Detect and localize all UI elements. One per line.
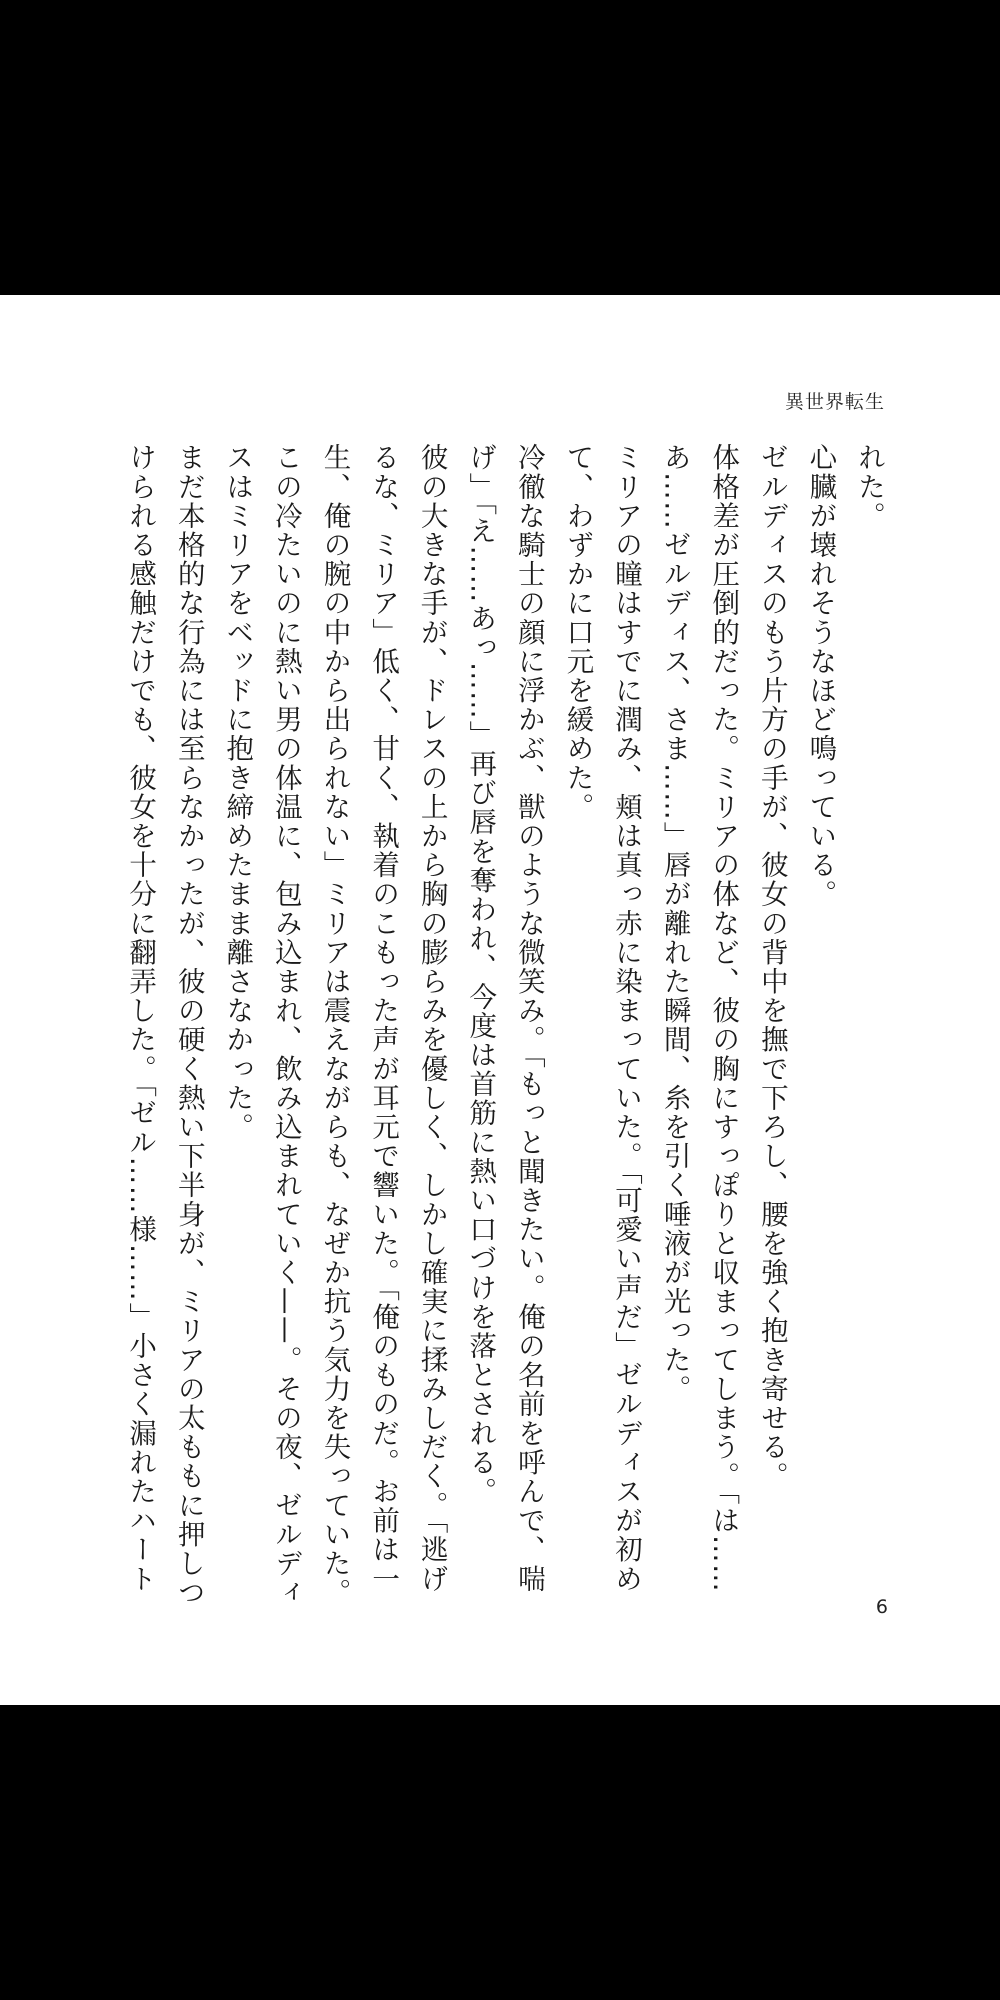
text-column: 体格差が圧倒的だった。ミリアの体など、彼の胸にすっぽりと収まってしまう。「は…… [707, 443, 740, 1594]
bottom-letterbox [0, 1705, 1000, 2000]
text-column: あ……ゼルディス、さま……」唇が離れた瞬間、糸を引く唾液が光った。 [658, 443, 691, 1404]
text-column: 生、俺の腕の中から出られない」ミリアは震えながらも、なぜか抗う気力を失っていた。 [318, 443, 351, 1607]
text-column: けられる感触だけでも、彼女を十分に翻弄した。「ゼル……様……」小さく漏れたハート [124, 443, 157, 1594]
text-column: スはミリアをベッドに抱き締めたまま離さなかった。 [221, 443, 254, 1142]
book-page[interactable] [0, 295, 1000, 1705]
text-column: ゼルディスのもう片方の手が、彼女の背中を撫で下ろし、腰を強く抱き寄せる。 [755, 443, 788, 1491]
text-column: まだ本格的な行為には至らなかったが、彼の硬く熱い下半身が、ミリアの太ももに押しつ [172, 443, 205, 1607]
running-head-title: 異世界転生 [784, 391, 885, 413]
vertical-body-text [113, 443, 893, 1607]
text-column: れた。 [853, 443, 885, 531]
text-column: て、わずかに口元を緩めた。 [561, 443, 594, 822]
text-column: 心臓が壊れそうなほど鳴っている。 [804, 443, 837, 909]
text-column: 彼の大きな手が、ドレスの上から胸の膨らみを優しく、しかし確実に揉みしだく。「逃げ [415, 443, 448, 1594]
text-column: げ」「え……あっ……」再び唇を奪われ、今度は首筋に熱い口づけを落とされる。 [464, 443, 497, 1506]
top-letterbox [0, 0, 1000, 295]
page-number: 6 [875, 1596, 888, 1618]
text-column: ミリアの瞳はすでに潤み、頬は真っ赤に染まっていた。「可愛い声だ」ゼルディスが初め [610, 443, 643, 1594]
text-column: この冷たいのに熱い男の体温に、包み込まれ、飲み込まれていく——。その夜、ゼルディ [269, 443, 302, 1607]
text-column: るな、ミリア」低く、甘く、執着のこもった声が耳元で響いた。「俺のものだ。お前は一 [367, 443, 400, 1594]
text-column: 冷徹な騎士の顔に浮かぶ、獣のような微笑み。「もっと聞きたい。俺の名前を呼んで、喘 [512, 443, 545, 1594]
